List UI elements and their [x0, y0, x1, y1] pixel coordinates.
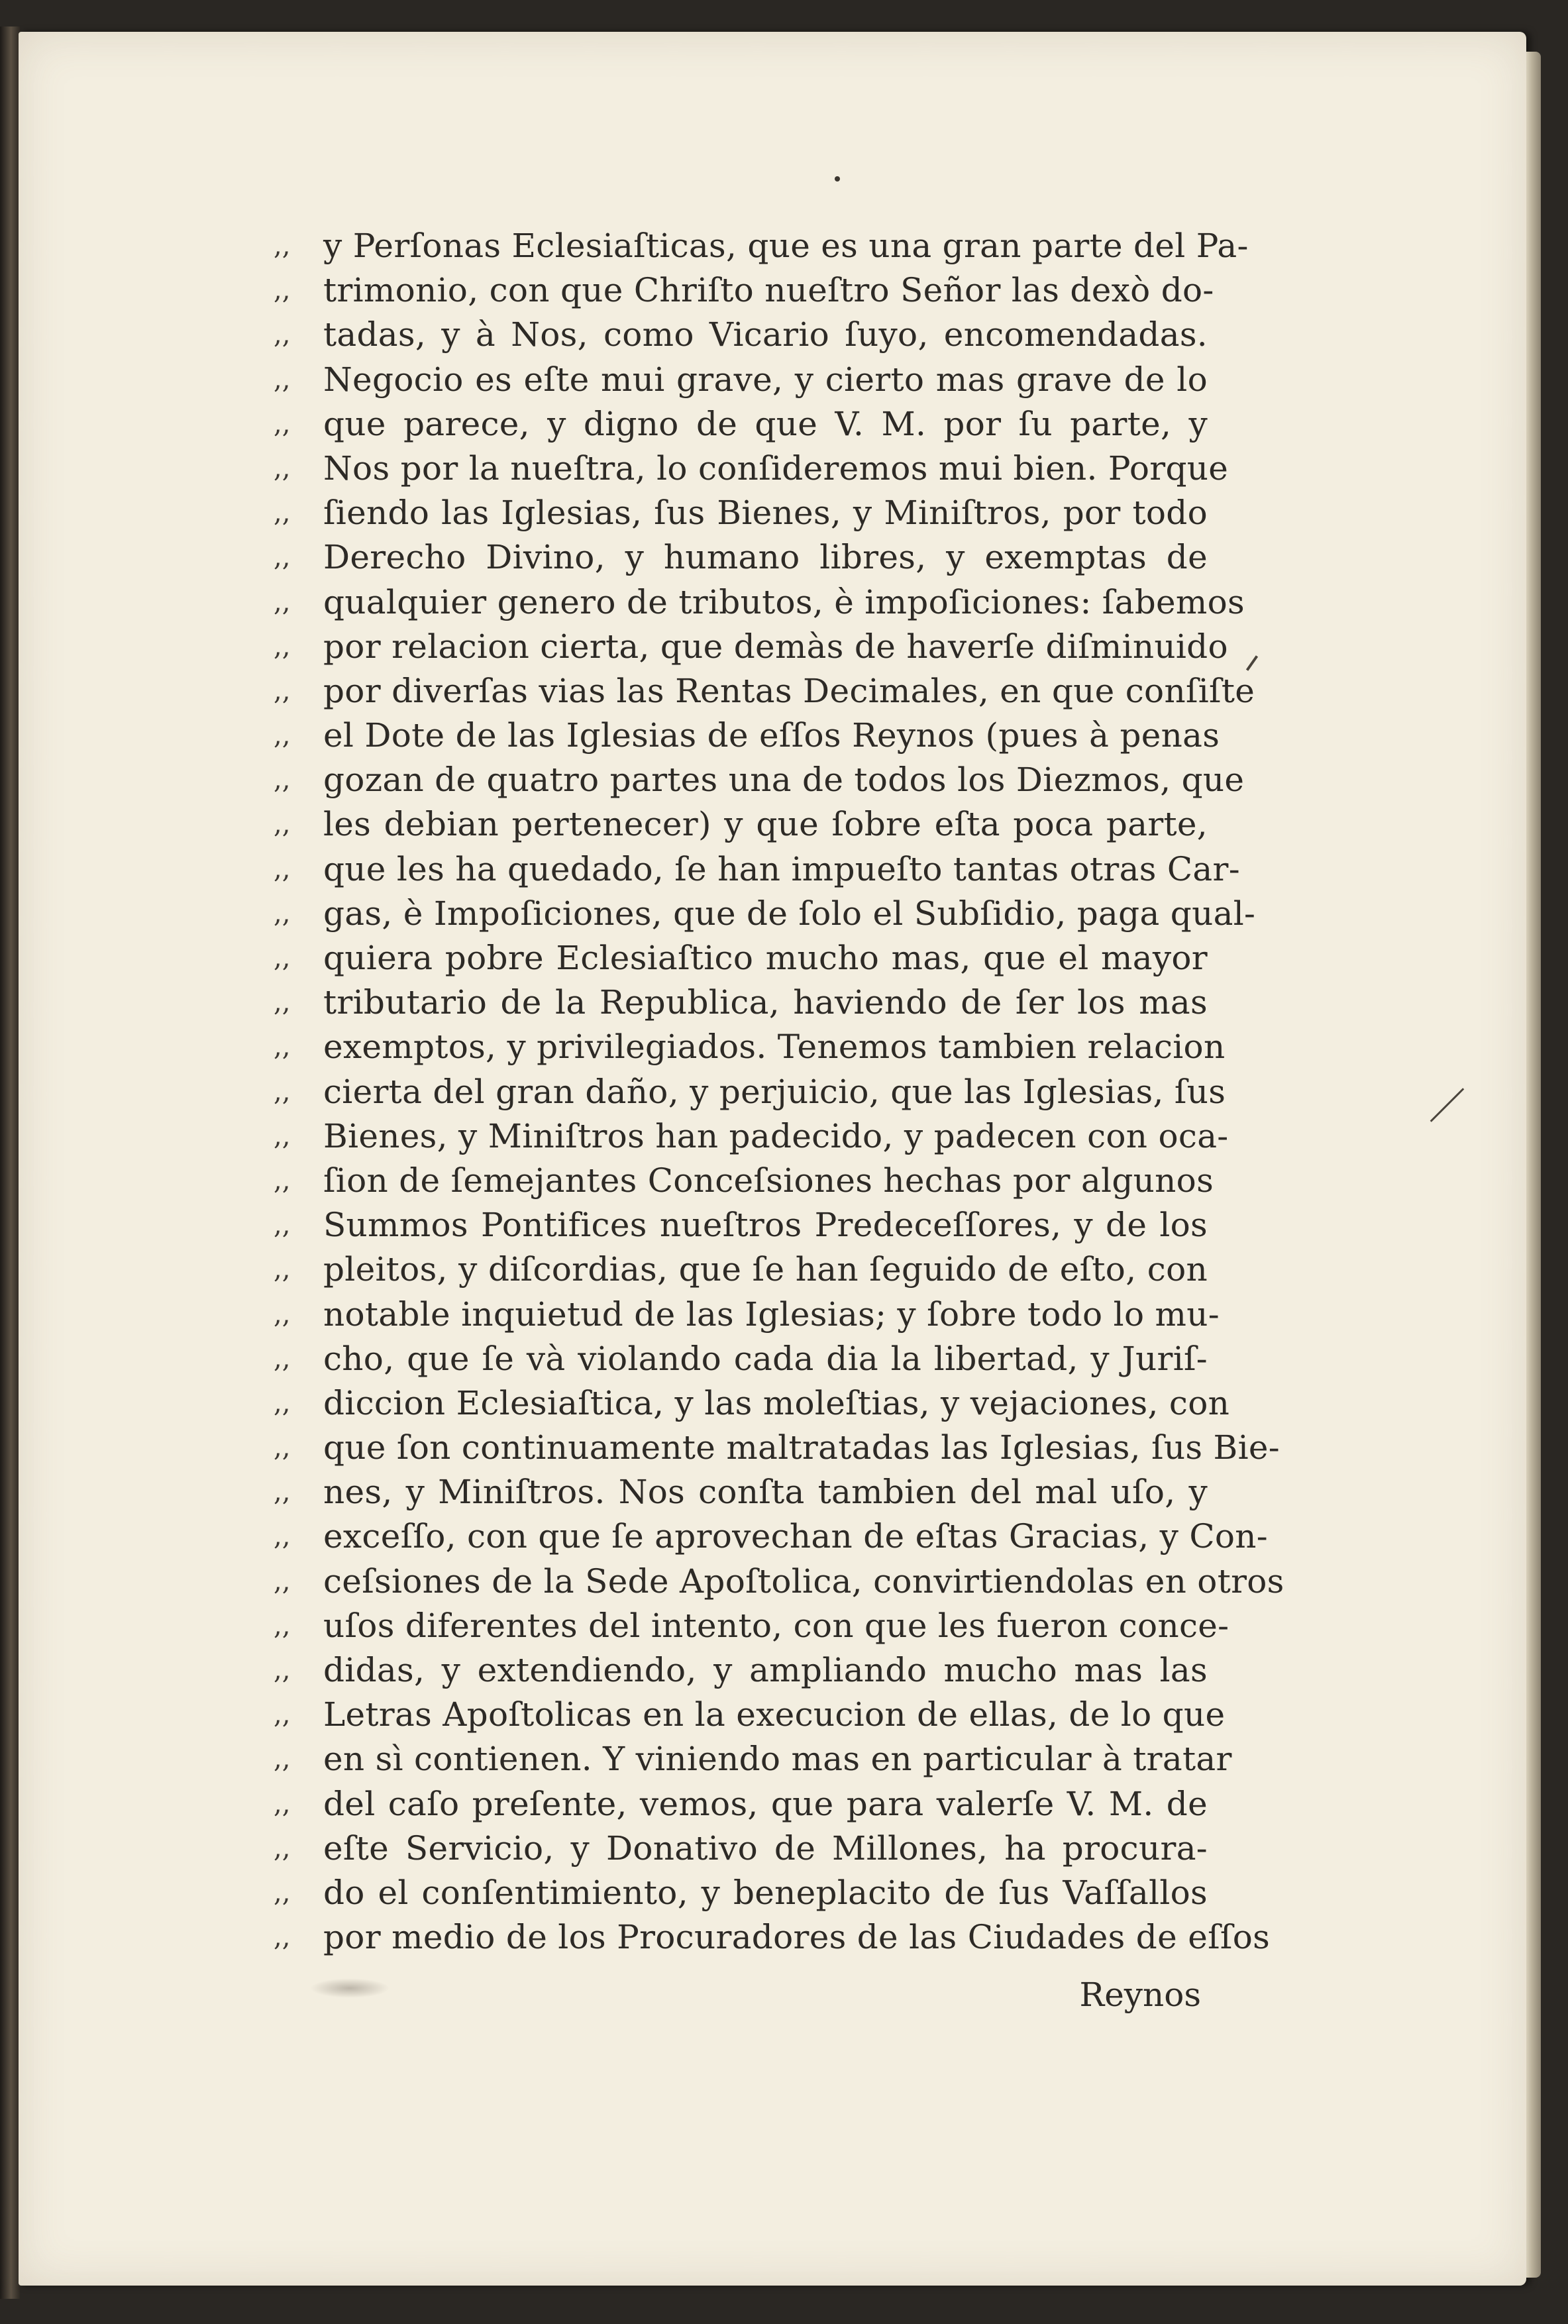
line-text: uſos diferentes del intento, con que les fueron conce- — [323, 1606, 1229, 1645]
quote-mark: ,, — [274, 1565, 291, 1597]
quote-mark: ,, — [274, 452, 291, 484]
quote-mark: ,, — [274, 631, 291, 662]
text-line — [274, 1915, 1271, 1960]
text-line — [274, 1337, 1208, 1381]
quote-mark: ,, — [274, 853, 291, 884]
text-line — [274, 669, 1255, 713]
line-text: tadas, y à Nos, como Vicario ſuyo, encomendadas. — [323, 315, 1208, 354]
line-text: del caſo preſente, vemos, que para valerſe V. M. de — [323, 1784, 1208, 1823]
text-line — [274, 1514, 1268, 1559]
quote-mark: ,, — [274, 498, 291, 529]
text-line — [274, 847, 1240, 892]
quote-mark: ,, — [274, 1298, 291, 1330]
line-text: Bienes, y Miniſtros han padecido, y padecen con oca- — [323, 1116, 1229, 1155]
quote-mark: ,, — [274, 1387, 291, 1418]
text-line — [274, 447, 1229, 491]
ink-smudge — [310, 1978, 390, 1998]
line-text: ceſsiones de la Sede Apoſtolica, convirtiendolas en otros — [323, 1561, 1284, 1601]
quote-mark: ,, — [274, 1343, 291, 1374]
quote-mark: ,, — [274, 1744, 291, 1775]
text-line — [274, 358, 1208, 402]
quote-mark: ,, — [274, 1254, 291, 1285]
text-line — [274, 892, 1256, 936]
page-dot-mark — [835, 176, 840, 182]
line-text: Summos Pontifices nueſtros Predeceſſores, y de los — [323, 1206, 1208, 1245]
quote-mark: ,, — [274, 586, 291, 617]
text-line — [274, 313, 1208, 357]
quote-mark: ,, — [274, 943, 291, 973]
book-spine — [0, 26, 20, 2299]
quote-mark: ,, — [274, 1699, 291, 1730]
text-line — [274, 1737, 1232, 1781]
line-text: cho, que ſe và violando cada dia la libertad, y Juriſ- — [323, 1339, 1208, 1378]
line-text: Nos por la nueſtra, lo conſideremos mui bien. Porque — [323, 449, 1229, 488]
quote-mark: ,, — [274, 1210, 291, 1241]
line-text: pleitos, y diſcordias, que ſe han ſeguido de eſto, con — [323, 1250, 1208, 1289]
text-line — [274, 1159, 1214, 1203]
line-text: ſion de ſemejantes Conceſsiones hechas por algunos — [323, 1161, 1214, 1200]
quote-mark: ,, — [274, 542, 291, 573]
quote-mark: ,, — [274, 408, 291, 439]
line-text: Negocio es eſte mui grave, y cierto mas grave de lo — [323, 360, 1208, 399]
text-line — [274, 1782, 1208, 1826]
text-line — [274, 936, 1208, 980]
text-line — [274, 1826, 1208, 1871]
quote-mark: ,, — [274, 231, 291, 261]
quote-mark: ,, — [274, 720, 291, 751]
page-edge — [1526, 52, 1541, 2278]
text-line — [274, 1114, 1229, 1159]
text-line — [274, 1470, 1208, 1514]
quote-mark: ,, — [274, 1076, 291, 1107]
text-line — [274, 980, 1208, 1025]
text-line — [274, 535, 1208, 580]
text-line — [274, 1025, 1226, 1069]
quote-mark: ,, — [274, 1031, 291, 1063]
text-line — [274, 1693, 1226, 1737]
quote-mark: ,, — [274, 1655, 291, 1685]
quote-mark: ,, — [274, 987, 291, 1018]
quote-mark: ,, — [274, 1477, 291, 1508]
line-text: en sì contienen. Y viniendo mas en particular à tratar — [323, 1740, 1232, 1779]
text-line — [274, 1559, 1284, 1604]
text-line — [274, 1648, 1208, 1693]
line-text: eſte Servicio, y Donativo de Millones, ha procura- — [323, 1828, 1208, 1868]
line-text: por medio de los Procuradores de las Ciudades de eſſos — [323, 1918, 1271, 1957]
text-line — [274, 1871, 1208, 1915]
quote-mark: ,, — [274, 809, 291, 840]
line-text: quiera pobre Eclesiaſtico mucho mas, que el mayor — [323, 939, 1208, 977]
text-line — [274, 402, 1208, 447]
line-text: didas, y extendiendo, y ampliando mucho mas las — [323, 1651, 1208, 1689]
text-line — [274, 1247, 1208, 1292]
quote-mark: ,, — [274, 1832, 291, 1864]
text-line — [274, 1070, 1226, 1114]
line-text: exceſſo, con que ſe aprovechan de eſtas Gracias, y Con- — [323, 1517, 1268, 1556]
line-text: tributario de la Republica, haviendo de ſer los mas — [323, 983, 1208, 1022]
line-text: por diverſas vias las Rentas Decimales, en que conſiſte — [323, 671, 1255, 710]
line-text: notable inquietud de las Iglesias; y ſobre todo lo mu- — [323, 1294, 1220, 1334]
quote-mark: ,, — [274, 364, 291, 395]
line-text: trimonio, con que Chriſto nueſtro Señor las dexò do- — [323, 271, 1214, 310]
text-line — [274, 580, 1245, 625]
line-text: diccion Eclesiaſtica, y las moleſtias, y vejaciones, con — [323, 1383, 1230, 1422]
text-line — [274, 1426, 1280, 1470]
line-text: y Perſonas Eclesiaſticas, que es una gran parte del Pa- — [323, 227, 1249, 265]
quote-mark: ,, — [274, 898, 291, 929]
line-text: les debian pertenecer) y que ſobre eſta poca parte, — [323, 805, 1208, 844]
quote-mark: ,, — [274, 1877, 291, 1908]
line-text: Letras Apoſtolicas en la execucion de ellas, de lo que — [323, 1695, 1226, 1734]
text-line — [274, 802, 1208, 847]
line-text: gas, è Impoſiciones, que de ſolo el Subſidio, paga qual- — [323, 894, 1256, 933]
line-text: do el conſentimiento, y beneplacito de ſus Vaſſallos — [323, 1873, 1208, 1912]
text-line — [274, 268, 1214, 313]
text-line — [274, 758, 1245, 802]
text-line — [274, 1293, 1220, 1337]
line-text: que parece, y digno de que V. M. por ſu parte, y — [323, 404, 1208, 443]
margin-pen-mark — [1246, 655, 1258, 671]
text-line — [274, 1203, 1208, 1247]
text-line — [274, 713, 1220, 758]
line-text: exemptos, y privilegiados. Tenemos tambien relacion — [323, 1028, 1226, 1067]
quote-mark: ,, — [274, 675, 291, 706]
quote-mark: ,, — [274, 1922, 291, 1953]
quote-mark: ,, — [274, 1120, 291, 1151]
quote-mark: ,, — [274, 1521, 291, 1552]
quote-mark: ,, — [274, 319, 291, 350]
line-text: qualquier genero de tributos, è impoſiciones: ſabemos — [323, 582, 1245, 621]
quote-mark: ,, — [274, 1432, 291, 1463]
line-text: gozan de quatro partes una de todos los Diezmos, que — [323, 761, 1245, 800]
quote-mark: ,, — [274, 1610, 291, 1641]
margin-pen-stroke — [1430, 1088, 1465, 1122]
text-line — [274, 625, 1228, 669]
line-text: ſiendo las Iglesias, ſus Bienes, y Miniſtros, por todo — [323, 494, 1208, 533]
text-line — [274, 224, 1249, 268]
quote-mark: ,, — [274, 275, 291, 306]
text-line — [274, 1381, 1230, 1426]
line-text: que ſon continuamente maltratadas las Iglesias, ſus Bie- — [323, 1428, 1280, 1467]
line-text: nes, y Miniſtros. Nos conſta tambien del mal uſo, y — [323, 1473, 1208, 1512]
catchword: Reynos — [1079, 1976, 1201, 2014]
book-page — [19, 32, 1526, 2286]
line-text: por relacion cierta, que demàs de haverſe diſminuido — [323, 627, 1228, 666]
quote-mark: ,, — [274, 765, 291, 796]
quote-mark: ,, — [274, 1788, 291, 1819]
text-line — [274, 491, 1208, 535]
text-block — [274, 224, 1284, 1960]
line-text: que les ha quedado, ſe han impueſto tantas otras Car- — [323, 849, 1240, 888]
text-line — [274, 1604, 1229, 1648]
line-text: el Dote de las Iglesias de eſſos Reynos (pues à penas — [323, 716, 1220, 755]
line-text: cierta del gran daño, y perjuicio, que las Iglesias, ſus — [323, 1072, 1226, 1111]
line-text: Derecho Divino, y humano libres, y exemptas de — [323, 538, 1208, 577]
quote-mark: ,, — [274, 1165, 291, 1196]
